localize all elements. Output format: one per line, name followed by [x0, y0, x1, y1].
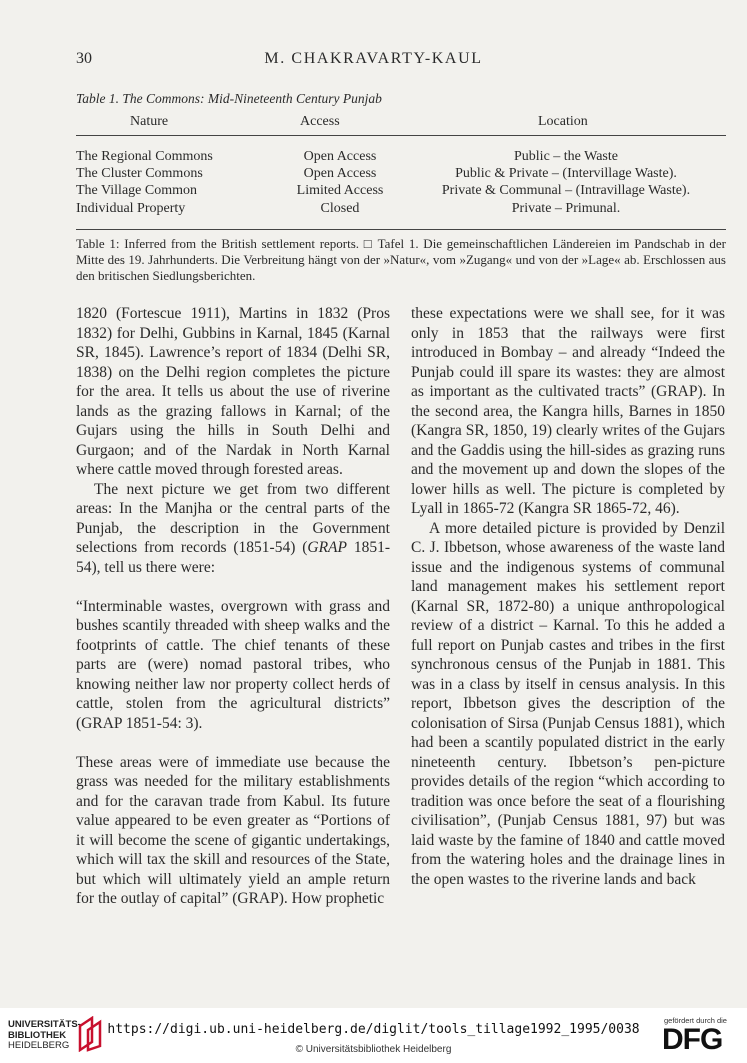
dfg-logo: DFG [662, 1023, 723, 1056]
left-paragraph-1: 1820 (Fortescue 1911), Martins in 1832 (Pros 1832) for Delhi, Gubbins in Karnal, 1845 (Karnal SR, 1845). Lawrence’s report of 1834 (Delhi SR, 1838) on the Delhi region completes the picture for the area. It tells us about the use of riverine lands as the grazing fallows in Karnal; of the Gujars using the hills in South Delhi and Gurgaon; and of the Nardak in North Karnal where cattle moved through forested areas. [76, 305, 390, 478]
table-cell-nature: The Village Common [76, 183, 197, 198]
table-caption: Table 1. The Commons: Mid-Nineteenth Century Punjab [76, 91, 382, 106]
table-cell-access: Closed [320, 201, 360, 216]
running-head: M. CHAKRAVARTY-KAUL [264, 50, 483, 67]
table-cell-access: Limited Access [296, 183, 384, 198]
table-cell-access: Open Access [303, 149, 377, 164]
left-paragraph-2-end: 1851-54), tell us there were: [76, 539, 391, 576]
block-quote: “Interminable wastes, overgrown with grass and bushes scantily threaded with sheep walks and the footprints of cattle. The chief tenants of these parts are (were) nomad pastoral tribes, who knowing neither law nor property collect herds of cattle, stolen from the agricultural districts” (GRAP 1851-54: 3). [76, 597, 390, 732]
table-header-access: Access [300, 114, 340, 129]
table-cell-location: Private – Primunal. [511, 201, 621, 216]
table-cell-location: Private & Communal – (Intravillage Waste). [441, 183, 691, 198]
left-column [76, 304, 390, 909]
table-row [76, 182, 726, 200]
left-paragraph-3: These areas were of immediate use because the grass was needed for the military establishments and for the caravan trade from Kabul. Its future value appeared to be even greater as “Portions of it will become the scene of gigantic undertakings, which will tax the skill and resources of the State, but which will ultimately yield an ample return for the outlay of capital” (GRAP). How prophetic [76, 753, 390, 907]
right-paragraph-1: these expectations were we shall see, for it was only in 1853 that the railways were first introduced in Bombay – and already “Indeed the Punjab could ill spare its wastes: they are almost as important as the cultivated tracts” (GRAP). In the second area, the Kangra hills, Barnes in 1850 (Kangra SR, 1850, 19) clearly writes of the Gujars and the Gaddis using the hill-sides as grazing runs and the movement up and down the slopes of the lower hills as well. The picture is completed by Lyall in 1865-72 (Kangra SR 1865-72, 46). [411, 305, 725, 517]
table-cell-nature: The Regional Commons [76, 149, 213, 164]
table-rule-top [76, 135, 726, 136]
library-name-line: BIBLIOTHEK [8, 1029, 67, 1041]
footer-bar [0, 1008, 747, 1063]
right-column [411, 304, 725, 889]
grap-abbreviation: GRAP [307, 539, 347, 556]
table-cell-access: Open Access [303, 166, 377, 181]
table-cell-location: Public – the Waste [514, 149, 618, 164]
library-name-line: UNIVERSITÄTS- [8, 1019, 81, 1030]
table-cell-nature: The Cluster Commons [76, 166, 203, 181]
table-row [76, 200, 726, 218]
table-cell-location: Public & Private – (Intervillage Waste). [455, 166, 677, 181]
funding-note: gefördert durch die [664, 1016, 727, 1025]
table-rule-bottom [76, 229, 726, 230]
page-number: 30 [76, 50, 92, 67]
copyright-notice: © Universitätsbibliothek Heidelberg [295, 1044, 452, 1055]
table-row [76, 165, 726, 183]
table-note: Table 1: Inferred from the British settlement reports. □ Tafel 1. Die gemeinschaftlichen Ländereien im Pandschab in der Mitte des 19. Jahrhunderts. Die Verbreitung hängt von der »Natur«, vom »Zugang« und von der »Lage« ab. Erschlossen aus den britischen Siedlungsberichten. [76, 236, 726, 283]
table-cell-nature: Individual Property [76, 201, 186, 216]
left-paragraph-2 [76, 480, 390, 578]
left-paragraph-2-text: The next picture we get from two different areas: In the Manjha or the central parts of the Punjab, the description in the Government selections from records (1851-54) ( [76, 480, 390, 556]
table-header-nature: Nature [130, 114, 169, 129]
table-header-location: Location [538, 114, 588, 129]
table-row [76, 148, 726, 166]
source-url-link[interactable]: https://digi.ub.uni-heidelberg.de/diglit/tools_tillage1992_1995/0038 [107, 1022, 640, 1037]
right-paragraph-2: A more detailed picture is provided by Denzil C. J. Ibbetson, whose awareness of the waste land issue and the indigenous systems of communal land management makes his settlement report (Karnal SR, 1872-80) a unique anthropological review of a district – Karnal. To this he added a full report on Punjab castes and tribes in the first synchronous census of the Punjab in 1881. This was in a class by itself in census analysis. In this report, Ibbetson gives the description of the colonisation of Sirsa (Punjab Census 1881), which had been a scantily populated district in the early nineteenth century. Ibbetson’s pen-picture provides details of the region “which according to tradition was once before the seat of a flourishing civilisation”, (Punjab Census 1881, 97) but was laid waste by the famine of 1840 and cattle moved from the watering holes and the drainage lines in the open wastes to the riverine lands and back [411, 519, 725, 888]
library-name-line: HEIDELBERG [8, 1040, 70, 1051]
